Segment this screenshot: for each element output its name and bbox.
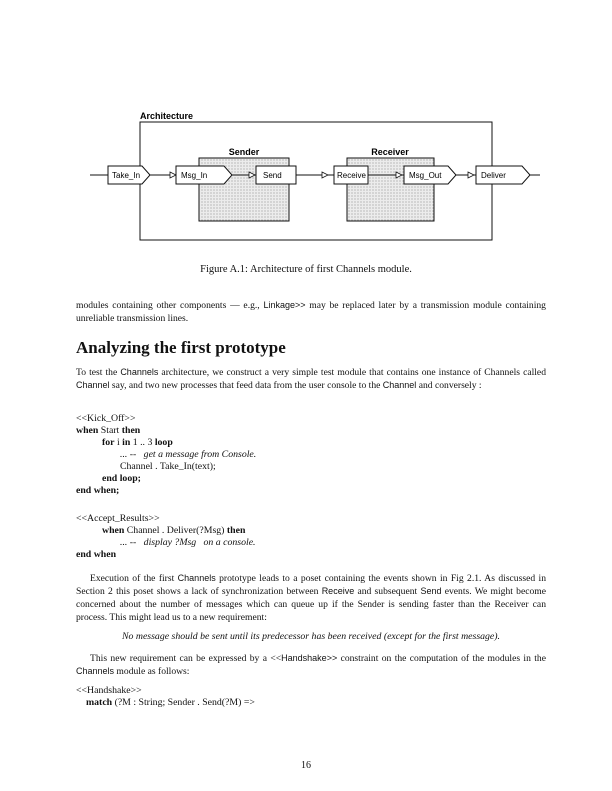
channels-ref: Channels: [76, 666, 115, 676]
code-line: <<Kick_Off>>: [76, 413, 136, 424]
keyword: when: [76, 425, 99, 436]
linkage-ref: Linkage>>: [263, 300, 306, 310]
text-span: architecture, we construct a very simple test module that contains one instance of Channels called: [158, 367, 546, 378]
code-text: Start: [98, 425, 122, 436]
text-span: Execution of the first: [90, 573, 178, 584]
text-span: module as follows:: [114, 666, 190, 677]
text-span: events. We might become concerned about the number of messages which can queue up if the Sender is sending faster than the Receiver can process. This might lead us to a new requirement:: [76, 586, 546, 623]
paragraph-handshake: [76, 652, 546, 678]
arrow-icon: [468, 172, 474, 178]
channel-ref: Channel: [76, 380, 110, 390]
channels-ref: Channels: [120, 367, 159, 377]
keyword: for: [102, 437, 115, 448]
keyword: in: [122, 437, 131, 448]
code-line: [76, 473, 556, 485]
section-heading: Analyzing the first prototype: [76, 338, 286, 357]
deliver-label: Deliver: [481, 171, 506, 180]
text-span: say, and two new processes that feed data from the user console to the: [109, 380, 383, 391]
architecture-title: Architecture: [140, 111, 194, 121]
send-ref: Send: [420, 586, 442, 596]
text-span: To test the: [76, 367, 121, 378]
text-span: may be replaced later by a transmission module containing unreliable transmission lines.: [76, 300, 546, 324]
receiver-label: Receiver: [371, 147, 409, 157]
keyword: then: [121, 425, 141, 436]
code-line: [76, 549, 556, 561]
channels-ref: Channels: [177, 573, 216, 583]
arrow-icon: [170, 172, 176, 178]
code-comment: ... -- get a message from Console.: [120, 449, 257, 460]
msg-out-label: Msg_Out: [409, 171, 442, 180]
text-span: and subsequent: [354, 586, 421, 597]
code-accept-results: [76, 513, 556, 561]
sender-label: Sender: [228, 147, 260, 157]
keyword: when: [91, 549, 117, 560]
code-line: [76, 437, 556, 449]
code-line: <<Handshake>>: [76, 685, 142, 696]
keyword: loop;: [117, 473, 141, 484]
keyword: when: [102, 525, 125, 536]
code-text: i: [114, 437, 123, 448]
text-span: modules containing other components — e.g.,: [76, 300, 264, 311]
figure-caption: Figure A.1: Architecture of first Channels module.: [200, 264, 412, 275]
receive-label: Receive: [337, 171, 366, 180]
keyword: then: [226, 525, 246, 536]
page-number: 16: [301, 760, 311, 771]
keyword: loop: [154, 437, 173, 448]
keyword: when;: [91, 485, 120, 496]
paragraph-execution: [76, 572, 546, 624]
architecture-figure: [0, 0, 612, 260]
paragraph-test: [76, 366, 546, 392]
keyword: end: [102, 473, 118, 484]
code-text: (?M : String; Sender . Send(?M) =>: [112, 697, 255, 708]
keyword: end: [76, 485, 92, 496]
code-text: 1 .. 3: [130, 437, 155, 448]
code-line: [76, 485, 556, 497]
code-line: [76, 425, 556, 437]
code-line: [76, 697, 556, 709]
text-span: constraint on the computation of the modules in the: [337, 653, 546, 664]
keyword: end: [76, 549, 92, 560]
keyword: match: [86, 697, 113, 708]
channel-ref: Channel: [382, 380, 417, 390]
text-span: and conversely :: [416, 380, 482, 391]
text-span: prototype leads to a poset containing the events shown in Fig 2.1. As discussed in Section 2 this poset shows a lack of synchronization between: [76, 573, 546, 597]
code-kick-off: [76, 413, 556, 497]
receive-ref: Receive: [321, 586, 355, 596]
paragraph-modules: [76, 299, 546, 325]
msg-in-label: Msg_In: [181, 171, 208, 180]
requirement-quote: No message should be sent until its predecessor has been received (except for the first message).: [121, 631, 500, 642]
code-line: Channel . Take_In(text);: [120, 461, 216, 472]
send-label: Send: [263, 171, 282, 180]
code-line: [76, 525, 556, 537]
code-handshake: [76, 685, 556, 709]
take-in-label: Take_In: [112, 171, 141, 180]
code-line: <<Accept_Results>>: [76, 513, 160, 524]
handshake-ref: Handshake>>: [281, 653, 338, 663]
arrow-icon: [322, 172, 328, 178]
code-comment: ... -- display ?Msg on a console.: [120, 537, 256, 548]
code-text: Channel . Deliver(?Msg): [124, 525, 227, 536]
text-span: This new requirement can be expressed by a <<: [90, 653, 282, 664]
